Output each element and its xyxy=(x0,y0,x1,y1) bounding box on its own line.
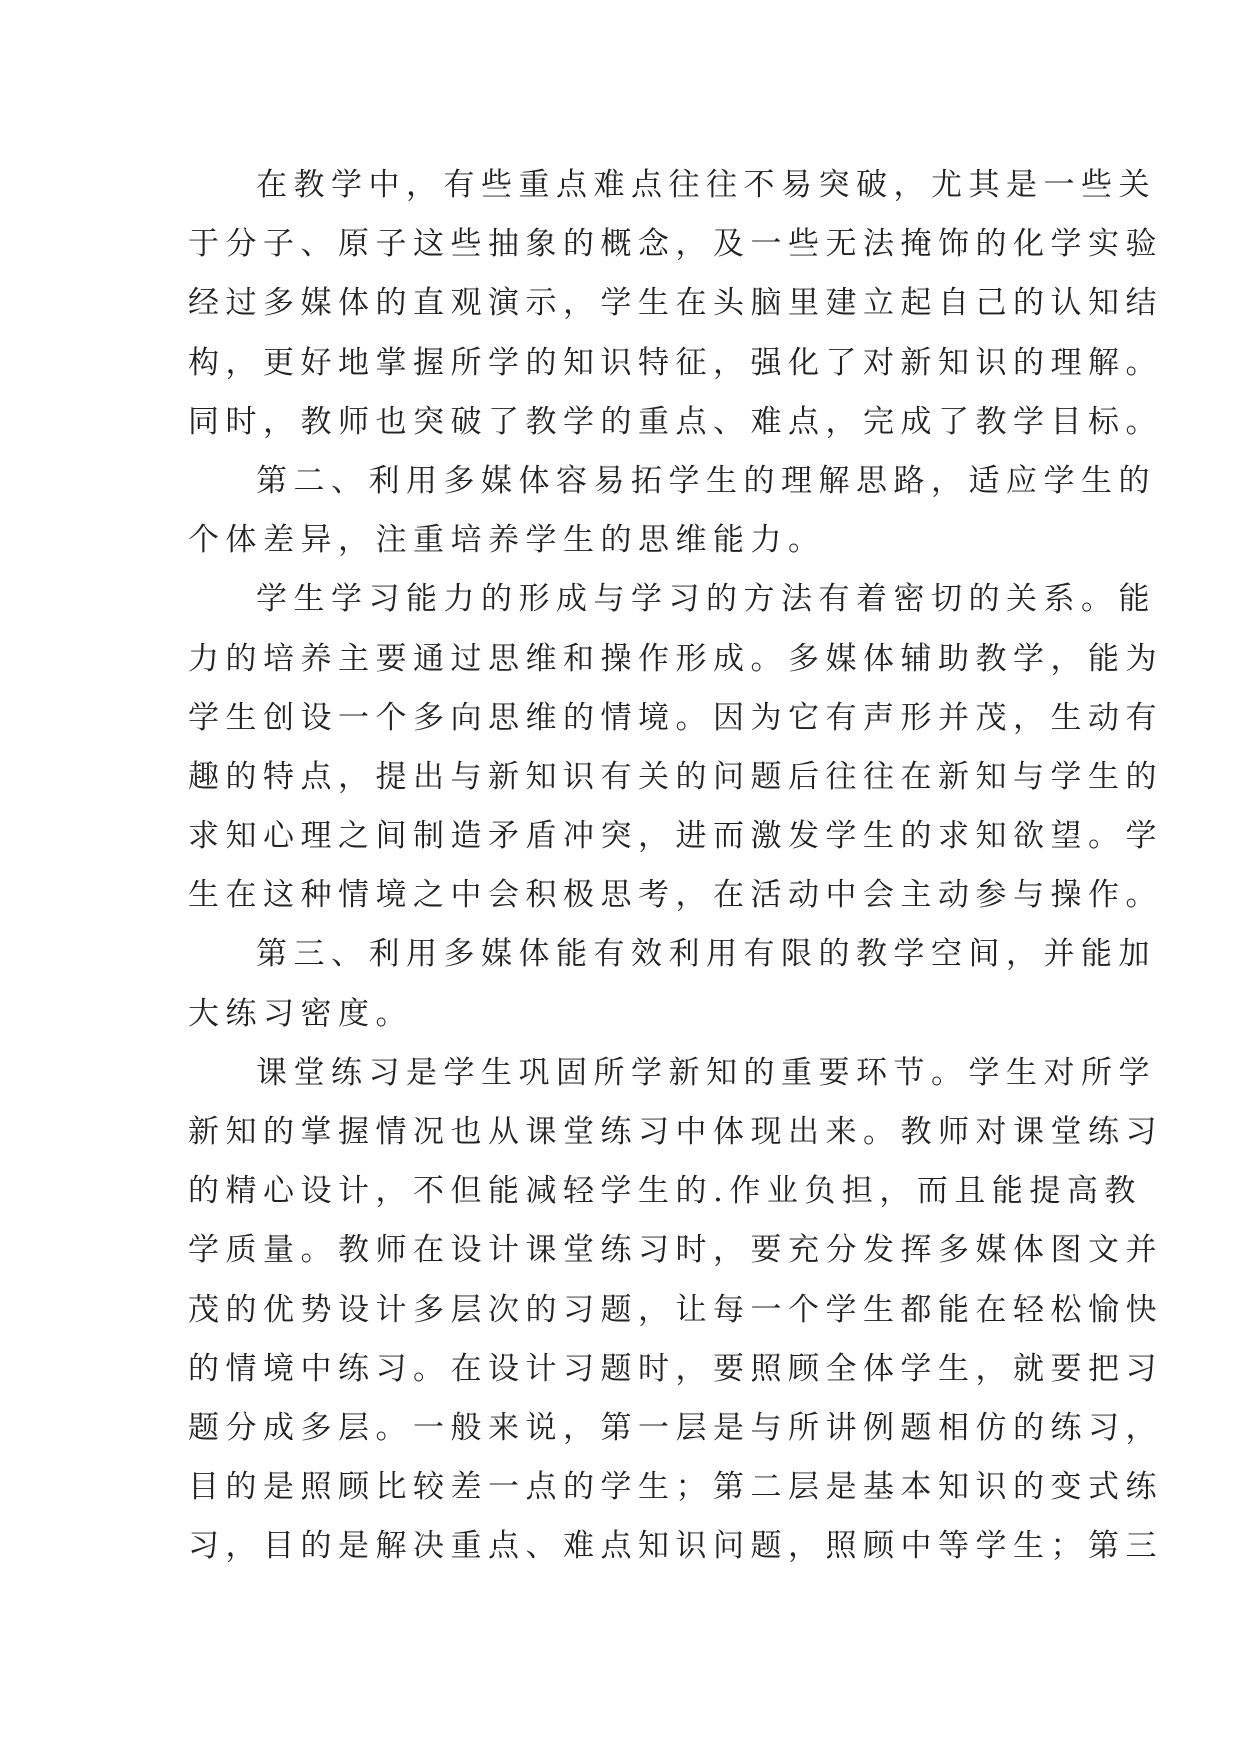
body-text xyxy=(188,156,1163,1577)
text-line: 在教学中，有些重点难点往往不易突破，尤其是一些关 xyxy=(256,167,1156,203)
text-line: 于分子、原子这些抽象的概念，及一些无法掩饰的化学实验 xyxy=(188,226,1163,263)
text-line: 题分成多层。一般来说，第一层是与所讲例题相仿的练习， xyxy=(188,1409,1163,1446)
text-line: 大练习密度。 xyxy=(188,995,413,1032)
text-line: 的精心设计，不但能减轻学生的.作业负担，而且能提高教 xyxy=(188,1173,1142,1210)
text-line: 经过多媒体的直观演示，学生在头脑里建立起自己的认知结 xyxy=(188,285,1163,322)
text-line: 学生学习能力的形成与学习的方法有着密切的关系。能 xyxy=(256,581,1156,618)
text-line: 课堂练习是学生巩固所学新知的重要环节。学生对所学 xyxy=(256,1054,1156,1091)
text-line: 目的是照顾比较差一点的学生；第二层是基本知识的变式练 xyxy=(188,1469,1163,1506)
text-line: 生在这种情境之中会积极思考，在活动中会主动参与操作。 xyxy=(188,877,1163,914)
text-line: 新知的掌握情况也从课堂练习中体现出来。教师对课堂练习 xyxy=(188,1114,1163,1150)
text-line: 求知心理之间制造矛盾冲突，进而激发学生的求知欲望。学 xyxy=(188,818,1163,855)
text-line: 习，目的是解决重点、难点知识问题，照顾中等学生；第三 xyxy=(188,1528,1163,1565)
text-line: 个体差异，注重培养学生的思维能力。 xyxy=(188,522,826,559)
text-line: 茂的优势设计多层次的习题，让每一个学生都能在轻松愉快 xyxy=(188,1291,1163,1328)
text-line: 第三、利用多媒体能有效利用有限的教学空间，并能加 xyxy=(256,936,1156,973)
text-line: 学生创设一个多向思维的情境。因为它有声形并茂，生动有 xyxy=(188,699,1163,736)
text-line: 构，更好地掌握所学的知识特征，强化了对新知识的理解。 xyxy=(188,344,1163,381)
text-line: 趣的特点，提出与新知识有关的问题后往往在新知与学生的 xyxy=(188,758,1163,795)
text-line: 第二、利用多媒体容易拓学生的理解思路，适应学生的 xyxy=(256,462,1156,499)
text-line: 同时，教师也突破了教学的重点、难点，完成了教学目标。 xyxy=(188,403,1163,440)
text-line: 学质量。教师在设计课堂练习时，要充分发挥多媒体图文并 xyxy=(188,1232,1163,1269)
text-line: 的情境中练习。在设计习题时，要照顾全体学生，就要把习 xyxy=(188,1350,1163,1387)
text-line: 力的培养主要通过思维和操作形成。多媒体辅助教学，能为 xyxy=(188,640,1163,677)
